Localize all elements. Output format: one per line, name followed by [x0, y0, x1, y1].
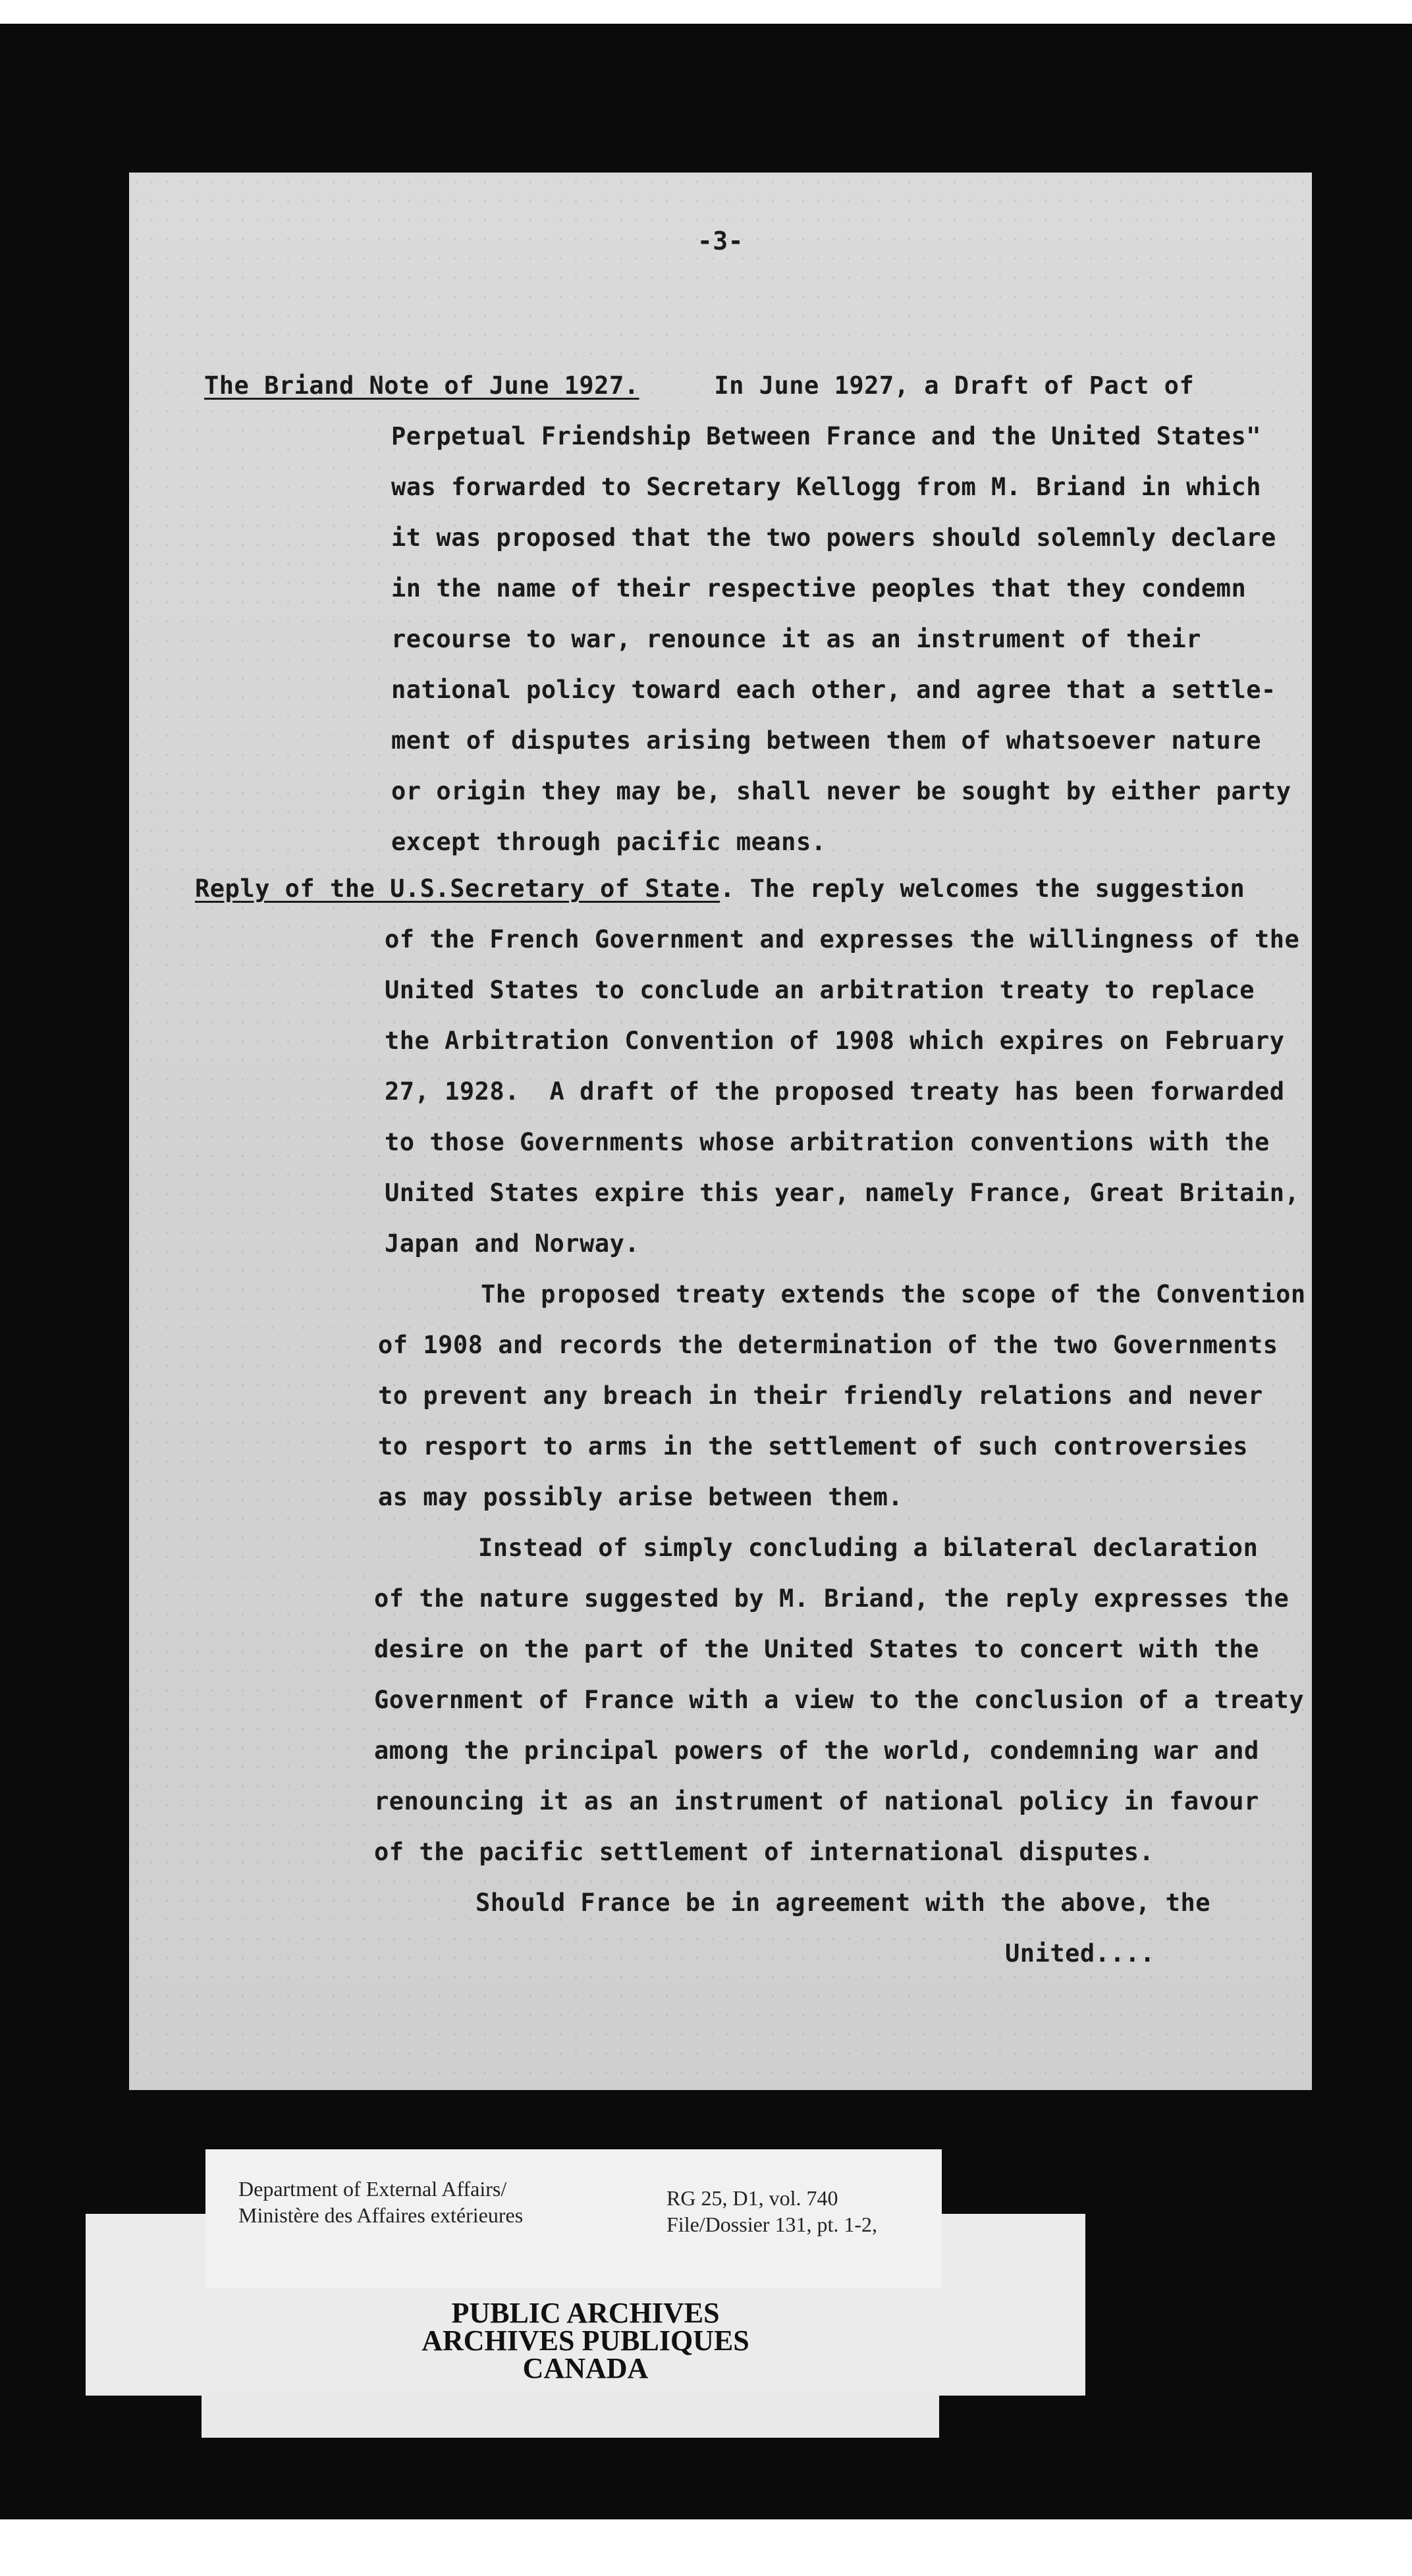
document-page	[129, 173, 1312, 2090]
body-line: renouncing it as an instrument of national policy in favour	[374, 1787, 1259, 1815]
body-line: United States to conclude an arbitration treaty to replace	[385, 976, 1255, 1004]
reference-rg: RG 25, D1, vol. 740	[666, 2186, 838, 2210]
continuation-catchword: United....	[1005, 1939, 1155, 1968]
body-line: the Arbitration Convention of 1908 which expires on February	[385, 1027, 1285, 1055]
body-line: Perpetual Friendship Between France and the United States"	[391, 422, 1262, 450]
section-heading-briand-note: The Briand Note of June 1927.	[204, 371, 639, 400]
body-line: ment of disputes arising between them of whatsoever nature	[391, 726, 1262, 755]
body-line: was forwarded to Secretary Kellogg from M. Briand in which	[391, 473, 1262, 501]
paragraph-first-line: Instead of simply concluding a bilateral declaration	[478, 1534, 1259, 1562]
body-line: to those Governments whose arbitration conventions with the	[385, 1128, 1270, 1156]
briand-note-line	[204, 370, 1194, 402]
body-line: United States expire this year, namely France, Great Britain,	[385, 1179, 1300, 1207]
body-line: Government of France with a view to the conclusion of a treaty	[374, 1686, 1305, 1714]
body-line: in the name of their respective peoples that they condemn	[391, 574, 1247, 603]
body-line: except through pacific means.	[391, 828, 827, 856]
body-line: of 1908 and records the determination of the two Governments	[378, 1331, 1278, 1359]
page-number: -3-	[697, 227, 744, 255]
paragraph-first-line: The proposed treaty extends the scope of the Convention	[481, 1280, 1306, 1308]
body-line: or origin they may be, shall never be sought by either party	[391, 777, 1291, 805]
body-line: of the pacific settlement of international disputes.	[374, 1838, 1154, 1866]
body-line: 27, 1928. A draft of the proposed treaty has been forwarded	[385, 1077, 1285, 1106]
body-line: desire on the part of the United States to concert with the	[374, 1635, 1259, 1663]
department-en: Department of External Affairs/	[238, 2177, 507, 2201]
stamp-canada: CANADA	[522, 2352, 649, 2384]
body-line: as may possibly arise between them.	[378, 1483, 904, 1511]
archive-reference-card	[205, 2149, 942, 2288]
department-fr: Ministère des Affaires extérieures	[238, 2203, 524, 2227]
body-line: to resport to arms in the settlement of such controversies	[378, 1432, 1249, 1461]
body-line: among the principal powers of the world, condemning war and	[374, 1736, 1259, 1765]
reply-line	[195, 873, 1245, 905]
stamp-public-archives: PUBLIC ARCHIVES	[451, 2297, 720, 2329]
body-line: it was proposed that the two powers should solemnly declare	[391, 523, 1276, 552]
body-line: of the French Government and expresses the willingness of the	[385, 925, 1300, 953]
body-line: to prevent any breach in their friendly relations and never	[378, 1382, 1263, 1410]
body-text: . The reply welcomes the suggestion	[720, 874, 1245, 903]
body-text: In June 1927, a Draft of Pact of	[639, 371, 1195, 400]
archive-card-bottom-strip	[202, 2390, 939, 2438]
body-line: of the nature suggested by M. Briand, the reply expresses the	[374, 1584, 1290, 1613]
body-line: recourse to war, renounce it as an instrument of their	[391, 625, 1201, 653]
stamp-archives-publiques: ARCHIVES PUBLIQUES	[421, 2324, 749, 2357]
reference-file: File/Dossier 131, pt. 1-2,	[666, 2213, 877, 2236]
section-heading-reply: Reply of the U.S.Secretary of State	[195, 874, 720, 903]
body-line: Japan and Norway.	[385, 1229, 640, 1258]
paragraph-first-line: Should France be in agreement with the above, the	[475, 1889, 1211, 1917]
body-line: national policy toward each other, and agree that a settle-	[391, 676, 1276, 704]
